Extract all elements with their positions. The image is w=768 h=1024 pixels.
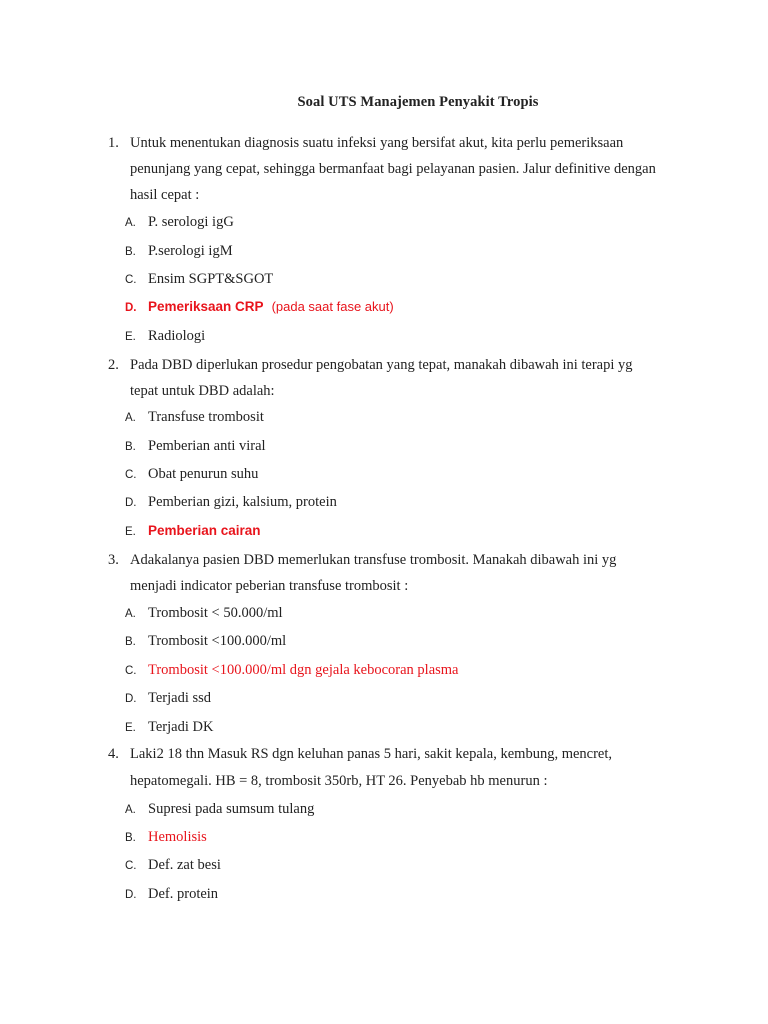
- question-text-line: Pada DBD diperlukan prosedur pengobatan yang tepat, manakah dibawah ini terapi yg: [130, 357, 633, 373]
- option-text: Obat penurun suhu: [148, 466, 259, 482]
- option-letter: D.: [125, 302, 137, 314]
- option-text: Terjadi DK: [148, 719, 214, 735]
- option-text: Def. zat besi: [148, 857, 221, 873]
- option-letter: A.: [125, 608, 136, 620]
- option-text-correct: Pemeriksaan CRP: [148, 299, 264, 314]
- option-letter: D.: [125, 693, 137, 705]
- option-text: Supresi pada sumsum tulang: [148, 801, 315, 817]
- option-letter: D.: [125, 889, 137, 901]
- option-letter: B.: [125, 636, 136, 648]
- option-text: Ensim SGPT&SGOT: [148, 271, 274, 287]
- option-letter: B.: [125, 832, 136, 844]
- question-number: 3.: [108, 552, 119, 568]
- option-letter: A.: [125, 804, 136, 816]
- option-letter: C.: [125, 665, 137, 677]
- option-letter: A.: [125, 217, 136, 229]
- option-answer: [148, 523, 261, 540]
- question-text-line: hepatomegali. HB = 8, trombosit 350rb, HT 26. Penyebab hb menurun :: [130, 773, 548, 789]
- option-text: Pemberian anti viral: [148, 438, 266, 454]
- question-text-line: penunjang yang cepat, sehingga bermanfaat bagi pelayanan pasien. Jalur definitive dengan: [130, 161, 656, 177]
- question-text-line: tepat untuk DBD adalah:: [130, 383, 275, 399]
- question-text-line: menjadi indicator peberian transfuse trombosit :: [130, 578, 409, 594]
- option-text-correct: Pemberian cairan: [148, 523, 261, 538]
- option-text: Def. protein: [148, 886, 219, 902]
- option-letter: A.: [125, 412, 136, 424]
- option-text: Trombosit <100.000/ml: [148, 633, 287, 649]
- option-text: P. serologi igG: [148, 214, 234, 230]
- option-letter: C.: [125, 274, 137, 286]
- option-letter: C.: [125, 860, 137, 872]
- option-note: (pada saat fase akut): [271, 299, 394, 314]
- question-text-line: Adakalanya pasien DBD memerlukan transfuse trombosit. Manakah dibawah ini yg: [130, 552, 617, 568]
- option-letter: B.: [125, 441, 136, 453]
- option-text: Pemberian gizi, kalsium, protein: [148, 494, 337, 510]
- option-text: Radiologi: [148, 328, 206, 344]
- question-text-line: hasil cepat :: [130, 187, 200, 203]
- option-text-correct: Hemolisis: [148, 829, 207, 845]
- option-letter: E.: [125, 526, 136, 538]
- option-letter: E.: [125, 722, 136, 734]
- option-letter: B.: [125, 246, 136, 258]
- option-text-correct: Trombosit <100.000/ml dgn gejala kebocoran plasma: [148, 662, 459, 678]
- option-text: Trombosit < 50.000/ml: [148, 605, 283, 621]
- question-text-line: Untuk menentukan diagnosis suatu infeksi yang bersifat akut, kita perlu pemeriksaan: [130, 135, 624, 151]
- option-text: P.serologi igM: [148, 243, 233, 259]
- question-text-line: Laki2 18 thn Masuk RS dgn keluhan panas 5 hari, sakit kepala, kembung, mencret,: [130, 746, 613, 762]
- option-letter: C.: [125, 469, 137, 481]
- page-title: Soal UTS Manajemen Penyakit Tropis: [297, 94, 539, 110]
- option-letter: E.: [125, 331, 136, 343]
- question-number: 1.: [108, 135, 119, 151]
- option-letter: D.: [125, 497, 137, 509]
- question-number: 2.: [108, 357, 119, 373]
- option-text: Transfuse trombosit: [148, 409, 264, 425]
- option-text: Terjadi ssd: [148, 690, 212, 706]
- option-answer: [148, 299, 394, 316]
- question-number: 4.: [108, 746, 119, 762]
